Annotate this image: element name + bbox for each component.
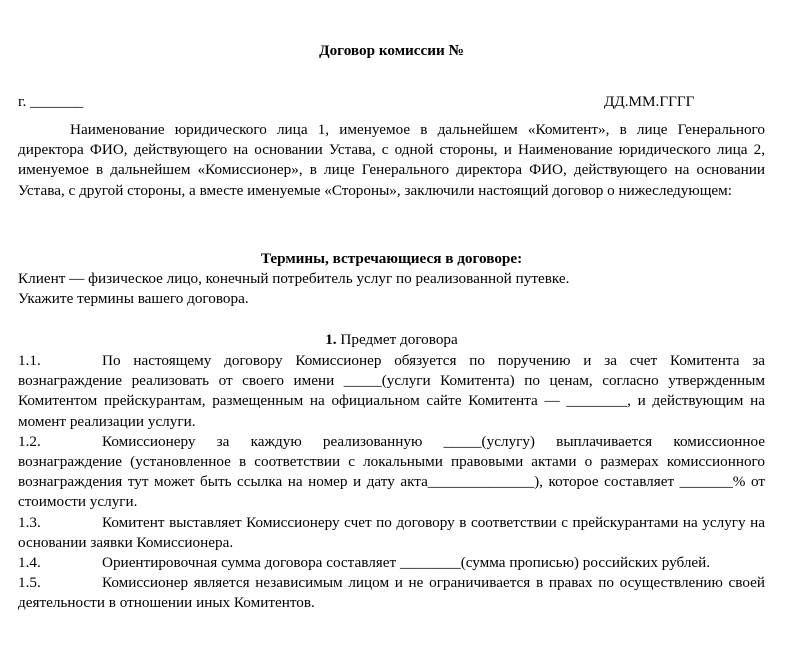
clause-number: 1.4. <box>18 554 41 572</box>
clause-1-4 <box>18 553 765 573</box>
clause-1-1 <box>18 351 765 432</box>
clause-text: Комиссионеру за каждую реализованную _____(услугу) выплачивается комиссионное вознаграждение (установленное в соответствии с локальными правовыми актами о размерах комиссионного вознаграждения тут может быть ссылка на номер и дату акта______________), которое составляет _______% от стоимости услуги. <box>18 432 765 511</box>
place-date-row <box>18 92 765 112</box>
section-1-clauses <box>18 351 765 614</box>
clause-text: Комиссионер является независимым лицом и не ограничивается в правах по осуществлению своей деятельности в отношении иных Комитентов. <box>18 574 765 612</box>
section-1-number: 1. <box>325 331 337 348</box>
clause-number: 1.2. <box>18 432 41 450</box>
clause-1-2 <box>18 432 765 513</box>
clause-number: 1.3. <box>18 513 41 531</box>
clause-text: Комитент выставляет Комиссионеру счет по договору в соответствии с прейскурантами на услугу на основании заявки Комиссионера. <box>18 513 765 551</box>
intro-paragraph: Наименование юридического лица 1, именуемое в дальнейшем «Комитент», в лице Генерального директора ФИО, действующего на основании Устава, с одной стороны, и Наименование юридического лица 2, именуемое в дальнейшем «Комиссионер», в лице Генерального директора ФИО, действующего на основании Устава, с другой стороны, а вместе именуемые «Стороны», заключили настоящий договор о нижеследующем: <box>18 121 765 199</box>
clause-1-5 <box>18 573 765 613</box>
terms-instruction: Укажите термины вашего договора. <box>18 290 249 307</box>
section-1-heading <box>18 330 765 350</box>
clause-text: Ориентировочная сумма договора составляет ________(сумма прописью) российских рублей. <box>102 554 711 572</box>
section-1-title: Предмет договора <box>340 331 458 348</box>
terms-heading: Термины, встречающиеся в договоре: <box>260 250 523 267</box>
terms-definition-client: Клиент — физическое лицо, конечный потребитель услуг по реализованной путевке. <box>18 270 570 287</box>
document-title: Договор комиссии № <box>319 42 464 59</box>
clause-text: По настоящему договору Комиссионер обязуется по поручению и за счет Комитента за вознаграждение реализовать от своего имени _____(услуги Комитента) по ценам, согласно утвержденным Комитентом прейскурантам, размещенным на официальном сайте Комитента — ________, и действующим на момент реализации услуги. <box>18 352 765 430</box>
clause-number: 1.5. <box>18 574 41 592</box>
city-field: г. _______ <box>18 93 84 110</box>
date-field: ДД.ММ.ГГГГ <box>604 93 695 110</box>
clause-number: 1.1. <box>18 352 41 369</box>
clause-1-3 <box>18 513 765 553</box>
